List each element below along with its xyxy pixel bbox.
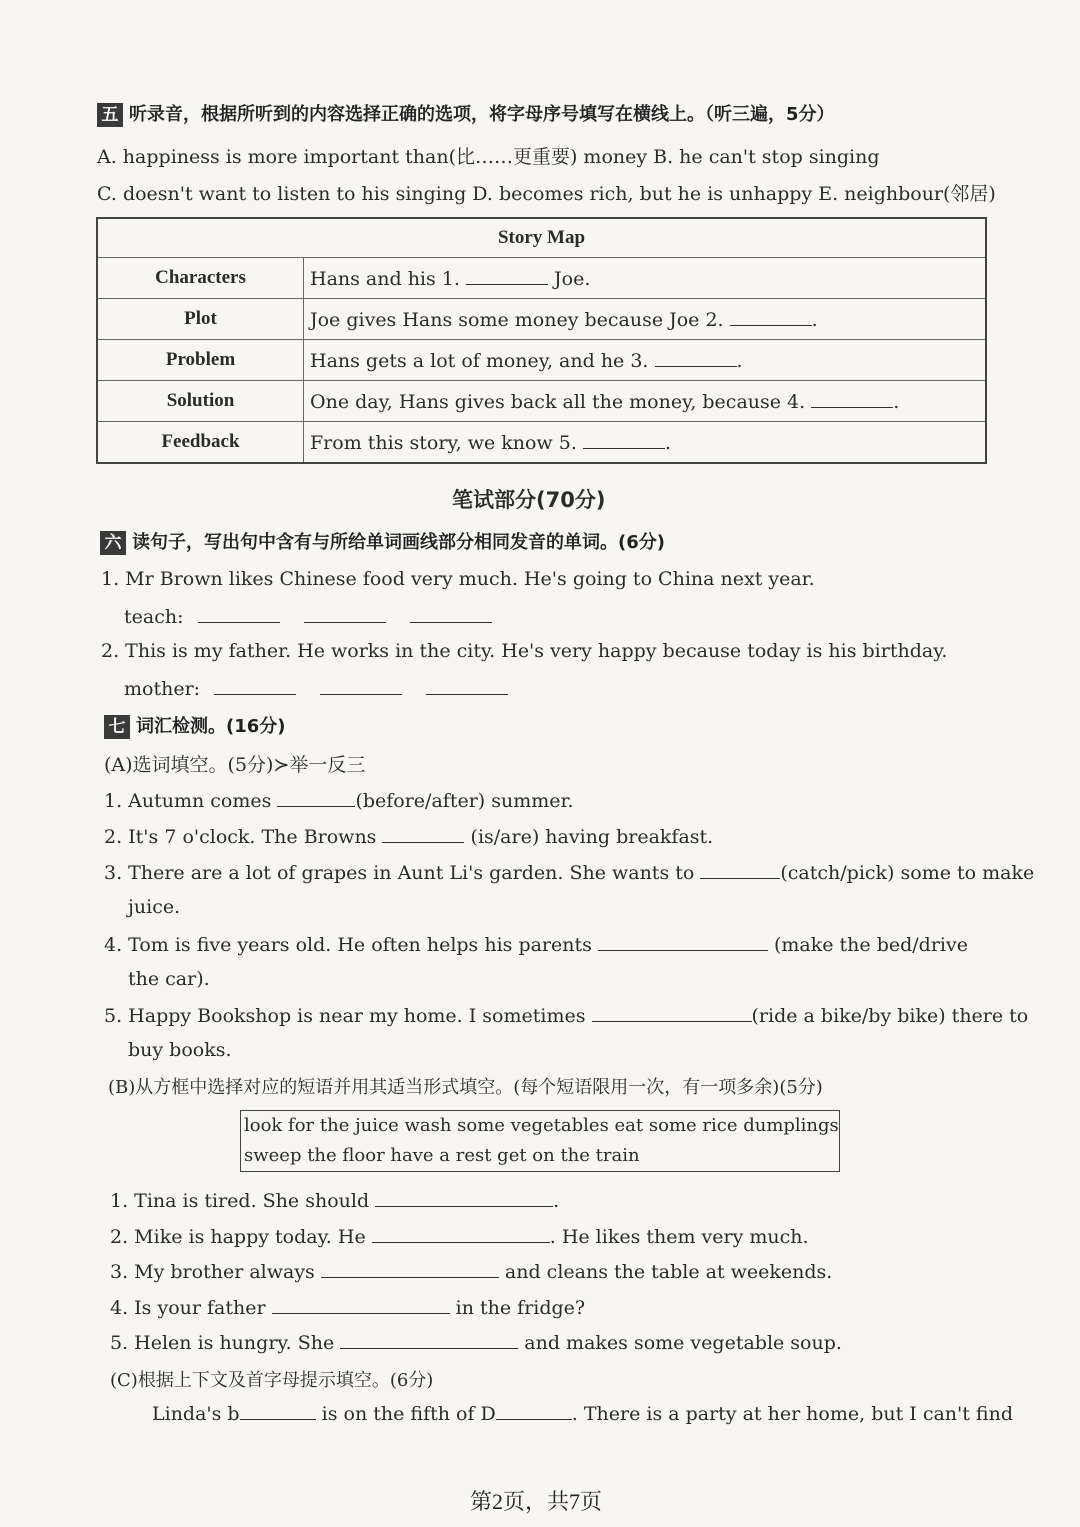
answer-blank[interactable] bbox=[240, 1401, 316, 1420]
options-line-2: C. doesn't want to listen to his singing D. becomes rich, but he is unhappy E. neighbour(邻居) bbox=[97, 183, 996, 205]
row-text: Hans and his 1. bbox=[310, 268, 460, 290]
question-line bbox=[110, 1188, 559, 1212]
question-continuation: juice. bbox=[128, 896, 181, 918]
question-text-end: . He likes them very much. bbox=[549, 1226, 809, 1248]
question-text-end: (ride a bike/by bike) there to bbox=[751, 1005, 1029, 1027]
question-line bbox=[110, 1259, 832, 1283]
answer-blank[interactable] bbox=[496, 1401, 572, 1420]
section-6-header bbox=[100, 528, 665, 555]
question-continuation: buy books. bbox=[128, 1039, 232, 1061]
passage-text: Linda's b bbox=[152, 1403, 240, 1425]
section-7-header bbox=[104, 712, 286, 739]
row-content bbox=[304, 340, 987, 381]
table-row bbox=[97, 258, 986, 299]
answer-blank[interactable] bbox=[410, 604, 492, 623]
question-line bbox=[110, 1295, 585, 1319]
story-map-table bbox=[96, 217, 987, 464]
question-text: 5. Happy Bookshop is near my home. I sometimes bbox=[104, 1005, 586, 1027]
answer-blank[interactable] bbox=[372, 1224, 550, 1243]
story-map-title: Story Map bbox=[97, 218, 986, 258]
word-prompt-line bbox=[124, 676, 508, 700]
answer-blank[interactable] bbox=[426, 676, 508, 695]
answer-blank-4[interactable] bbox=[811, 389, 893, 408]
question-line bbox=[104, 788, 574, 812]
word-prompt: teach: bbox=[124, 606, 184, 628]
row-text: One day, Hans gives back all the money, because 4. bbox=[310, 391, 806, 413]
question-line bbox=[110, 1330, 842, 1354]
row-content bbox=[304, 422, 987, 464]
answer-blank[interactable] bbox=[700, 860, 780, 879]
section-instruction: 词汇检测。(16分) bbox=[136, 716, 286, 737]
question-text-end: and makes some vegetable soup. bbox=[524, 1332, 842, 1354]
word-prompt-line bbox=[124, 604, 492, 628]
answer-blank-1[interactable] bbox=[466, 266, 548, 285]
answer-blank[interactable] bbox=[382, 824, 464, 843]
answer-blank-3[interactable] bbox=[655, 348, 737, 367]
row-label: Problem bbox=[97, 340, 304, 381]
question-text: 1. Autumn comes bbox=[104, 790, 272, 812]
question-text: 5. Helen is hungry. She bbox=[110, 1332, 335, 1354]
section-badge: 七 bbox=[104, 715, 130, 739]
answer-blank[interactable] bbox=[320, 676, 402, 695]
row-text: Joe gives Hans some money because Joe 2. bbox=[310, 309, 724, 331]
question-text-end: (is/are) having breakfast. bbox=[470, 826, 714, 848]
row-text: Hans gets a lot of money, and he 3. bbox=[310, 350, 649, 372]
answer-blank[interactable] bbox=[375, 1188, 553, 1207]
word-prompt: mother: bbox=[124, 678, 201, 700]
answer-blank-5[interactable] bbox=[583, 430, 665, 449]
question-text-end: (make the bed/drive bbox=[773, 934, 968, 956]
question-text-end: (before/after) summer. bbox=[355, 790, 574, 812]
answer-blank[interactable] bbox=[272, 1295, 450, 1314]
row-label: Characters bbox=[97, 258, 304, 299]
answer-blank[interactable] bbox=[321, 1259, 499, 1278]
question-text: 2. Mike is happy today. He bbox=[110, 1226, 366, 1248]
question-line bbox=[104, 932, 968, 956]
question-continuation: the car). bbox=[128, 968, 210, 990]
question-text-end: and cleans the table at weekends. bbox=[504, 1261, 833, 1283]
question-text: 2. This is my father. He works in the city. He's very happy because today is his birthday. bbox=[101, 640, 948, 662]
question-line bbox=[104, 860, 1034, 884]
answer-blank[interactable] bbox=[592, 1003, 752, 1022]
part-b-title: (B)从方框中选择对应的短语并用其适当形式填空。(每个短语限用一次，有一项多余)(5分) bbox=[108, 1077, 823, 1098]
row-label: Plot bbox=[97, 299, 304, 340]
table-row bbox=[97, 422, 986, 464]
row-text: From this story, we know 5. bbox=[310, 432, 577, 454]
answer-blank[interactable] bbox=[598, 932, 768, 951]
question-text-end: in the fridge? bbox=[455, 1297, 586, 1319]
table-row bbox=[97, 299, 986, 340]
answer-blank[interactable] bbox=[277, 788, 355, 807]
part-c-title: (C)根据上下文及首字母提示填空。(6分) bbox=[110, 1370, 434, 1391]
question-text-end: . bbox=[553, 1190, 560, 1212]
page-number: 第2页，共7页 bbox=[470, 1489, 603, 1514]
row-label: Solution bbox=[97, 381, 304, 422]
passage-text: is on the fifth of D bbox=[321, 1403, 496, 1425]
answer-blank[interactable] bbox=[214, 676, 296, 695]
section-5-header bbox=[97, 100, 835, 127]
table-row bbox=[97, 381, 986, 422]
answer-blank[interactable] bbox=[304, 604, 386, 623]
question-line bbox=[104, 824, 713, 848]
phrase-box-line: look for the juice wash some vegetables eat some rice dumplings bbox=[244, 1115, 839, 1136]
question-text: 3. There are a lot of grapes in Aunt Li's garden. She wants to bbox=[104, 862, 695, 884]
row-text-end: . bbox=[893, 391, 900, 413]
question-line bbox=[104, 1003, 1028, 1027]
row-content bbox=[304, 381, 987, 422]
phrase-box bbox=[240, 1110, 840, 1172]
question-text: 4. Tom is five years old. He often helps his parents bbox=[104, 934, 592, 956]
row-text-end: . bbox=[664, 432, 671, 454]
section-badge: 六 bbox=[100, 531, 126, 555]
row-text-end: . bbox=[811, 309, 818, 331]
question-text: 3. My brother always bbox=[110, 1261, 315, 1283]
question-text: 4. Is your father bbox=[110, 1297, 266, 1319]
phrase-box-line: sweep the floor have a rest get on the train bbox=[244, 1145, 640, 1166]
answer-blank-2[interactable] bbox=[730, 307, 812, 326]
options-line-1: A. happiness is more important than(比……更重要) money B. he can't stop singing bbox=[97, 146, 880, 168]
row-text-end: . bbox=[736, 350, 743, 372]
row-content bbox=[304, 258, 987, 299]
question-line bbox=[152, 1401, 1013, 1425]
written-part-title: 笔试部分(70分) bbox=[452, 488, 606, 512]
section-badge: 五 bbox=[97, 103, 123, 127]
answer-blank[interactable] bbox=[340, 1330, 518, 1349]
row-text-end: Joe. bbox=[554, 268, 591, 290]
part-a-title: (A)选词填空。(5分)≻举一反三 bbox=[104, 754, 366, 776]
question-text: 1. Tina is tired. She should bbox=[110, 1190, 370, 1212]
row-label: Feedback bbox=[97, 422, 304, 464]
table-row bbox=[97, 340, 986, 381]
question-text: 2. It's 7 o'clock. The Browns bbox=[104, 826, 377, 848]
question-text: 1. Mr Brown likes Chinese food very much. He's going to China next year. bbox=[101, 568, 815, 590]
passage-text: . There is a party at her home, but I can't find bbox=[571, 1403, 1013, 1425]
section-instruction: 读句子，写出句中含有与所给单词画线部分相同发音的单词。(6分) bbox=[132, 532, 665, 553]
row-content bbox=[304, 299, 987, 340]
question-text-end: (catch/pick) some to make bbox=[780, 862, 1035, 884]
answer-blank[interactable] bbox=[198, 604, 280, 623]
question-line bbox=[110, 1224, 809, 1248]
section-instruction: 听录音，根据所听到的内容选择正确的选项，将字母序号填写在横线上。（听三遍，5分） bbox=[129, 104, 835, 125]
